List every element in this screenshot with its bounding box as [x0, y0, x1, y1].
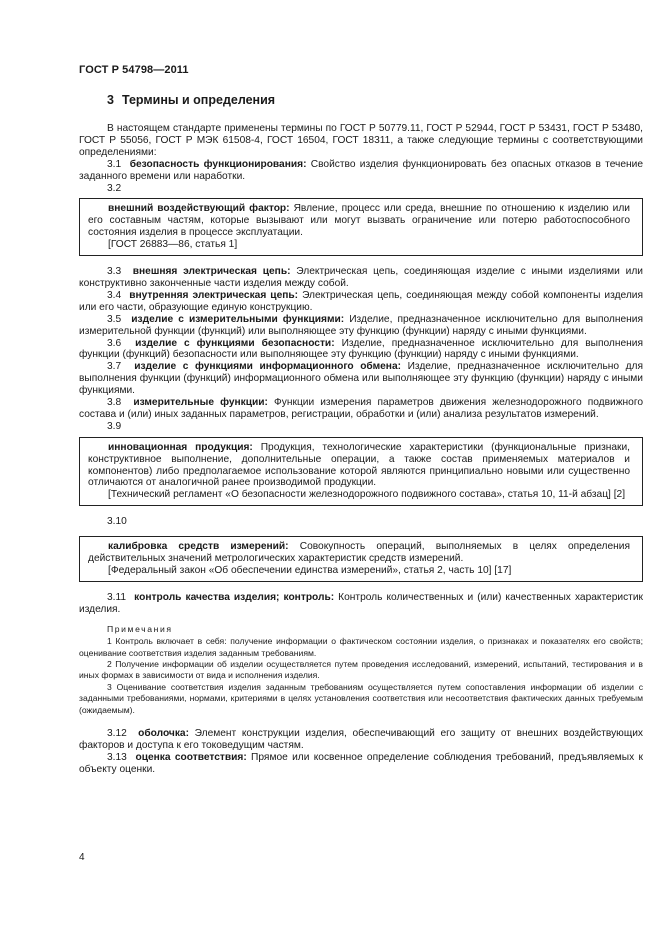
term-3-10 — [88, 541, 630, 565]
term-number: 3.10 — [107, 516, 127, 528]
note-1: 1 Контроль включает в себя: получение информации о фактическом состоянии изделия, о признаках и показателях его свойств; оценивание соответствия изделия заданным требованиям. — [79, 636, 643, 658]
note-2: 2 Получение информации об изделии осуществляется путем проведения исследований, измерений, испытаний, тестирования и в иных формах в зависимости от вида и исполнения изделия. — [79, 658, 643, 681]
term-3-10-box — [79, 536, 643, 582]
term-definition: Электрическая цепь, соединяющая между собой компоненты изделия или его части, образующие единую конструкцию. — [79, 289, 643, 313]
term-definition: Явление, процесс или среда, внешние по отношению к изделию или его составным частям, которые вызывают или могут вызвать ограничение или потерю работоспособного состояния изделия в процессе эксплуатации. — [88, 203, 630, 239]
term-number: 3.5 — [107, 313, 122, 325]
term-number: 3.1 — [107, 158, 122, 170]
term-name: калибровка средств измерений: — [108, 541, 289, 553]
term-definition: Элемент конструкции изделия, обеспечивающий его защиту от внешних воздействующих факторов и доступа к его токоведущим частям. — [79, 727, 643, 751]
page-number: 4 — [79, 852, 85, 863]
term-name: внутренняя электрическая цепь: — [129, 289, 299, 301]
term-name: внешний воздействующий фактор: — [108, 203, 290, 215]
term-number: 3.2 — [107, 182, 122, 194]
term-name: контроль качества изделия; контроль: — [134, 591, 335, 603]
term-name: внешняя электрическая цепь: — [132, 266, 291, 278]
term-source: [ГОСТ 26883—86, статья 1] — [108, 239, 238, 251]
term-number: 3.4 — [107, 289, 122, 301]
term-3-2 — [88, 203, 630, 239]
term-definition: Совокупность операций, выполняемых в целях определения действительных значений метрологических характеристик средств измерений. — [88, 541, 631, 565]
term-name: инновационная продукция: — [108, 441, 253, 453]
note-3: 3 Оценивание соответствия изделия заданным требованиям осуществляется путем сопоставления информации об изделии с заданными требованиями, нормами, критериями в целях установления соответствия или несоответствия фактических данных требуемым (ожидаемым). — [79, 681, 643, 715]
term-name: изделие с измерительными функциями: — [131, 313, 345, 325]
term-name: изделие с функциями информационного обмена: — [134, 361, 402, 373]
section-heading — [107, 93, 275, 107]
term-definition: Свойство изделия функционировать без опасных отказов в течение заданного времени или наработки. — [79, 158, 643, 182]
term-3-13 — [79, 752, 643, 776]
term-number: 3.7 — [107, 361, 122, 373]
term-source: [Технический регламент «О безопасности железнодорожного подвижного состава», статья 10, 11-й абзац] [2] — [108, 489, 626, 501]
document-header: ГОСТ Р 54798—2011 — [79, 64, 189, 76]
term-definition: Изделие, предназначенное исключительно для выполнения функции (функций) информационного обмена или выполняющее эту функцию (функции) наряду с иными функциями. — [79, 361, 644, 397]
term-number: 3.13 — [107, 751, 127, 763]
term-number: 3.9 — [107, 420, 122, 432]
term-definition: Изделие, предназначенное исключительно для выполнения измерительной функции (функций) или выполняющее эту функцию (функции) наряду с иными функциями. — [79, 313, 643, 337]
term-3-2-box — [79, 198, 643, 256]
term-3-8 — [79, 397, 643, 421]
term-3-9 — [88, 442, 630, 490]
term-name: оболочка: — [138, 727, 189, 739]
term-definition: Изделие, предназначенное исключительно для выполнения функции (функций) безопасности или выполняющее эту функцию (функции) наряду с иными функциями. — [79, 337, 643, 361]
term-definition: Электрическая цепь, соединяющая изделие с иными изделиями или конструктивно законченные части изделия между собой. — [79, 266, 643, 289]
notes-heading: Примечания — [107, 623, 173, 634]
term-definition: Контроль количественных и (или) качественных характеристик изделия. — [79, 591, 643, 615]
term-number: 3.3 — [107, 266, 122, 278]
term-3-4 — [79, 290, 643, 314]
term-3-1 — [79, 159, 643, 183]
term-name: оценка соответствия: — [135, 751, 247, 763]
term-name: измерительные функции: — [133, 397, 268, 409]
section-title: Термины и определения — [121, 93, 276, 107]
document-body — [79, 123, 643, 776]
term-number: 3.11 — [107, 591, 127, 603]
term-3-11 — [79, 592, 643, 616]
term-definition: Продукция, технологические характеристики (функциональные признаки, конструктивное выполнение, дополнительные операции, а также состав применяемых материалов и компонентов) либо предполагаемое использование которой являются принципиально новыми или существенно отличаются от аналогичной ранее производимой продукции. — [88, 441, 631, 489]
term-3-6 — [79, 338, 643, 362]
section-number: 3 — [107, 93, 114, 107]
term-name: изделие с функциями безопасности: — [135, 337, 335, 349]
term-source: [Федеральный закон «Об обеспечении единства измерений», статья 2, часть 10] [17] — [108, 565, 512, 576]
intro-paragraph: В настоящем стандарте применены термины по ГОСТ Р 50779.11, ГОСТ Р 52944, ГОСТ Р 53431, ГОСТ Р 53480, ГОСТ Р 55056, ГОСТ Р МЭК 61508-4, ГОСТ 16504, ГОСТ 18311, а также следующие термины с соответствующими определениями: — [79, 123, 643, 158]
term-name: безопасность функционирования: — [129, 158, 307, 170]
term-3-9-box — [79, 437, 643, 507]
term-3-3 — [79, 266, 643, 290]
term-number: 3.6 — [107, 337, 122, 349]
notes-block — [79, 624, 643, 716]
term-definition: Прямое или косвенное определение соблюдения требований, предъявляемых к объекту оценки. — [79, 751, 643, 775]
term-number: 3.8 — [107, 397, 122, 409]
term-number: 3.12 — [107, 727, 127, 739]
term-3-7 — [79, 361, 643, 397]
term-3-12 — [79, 728, 643, 752]
term-3-5 — [79, 314, 643, 338]
term-definition: Функции измерения параметров движения железнодорожного подвижного состава и (или) иных заданных параметров, регистрации, обработки и (или) анализа результатов измерений. — [79, 397, 643, 420]
